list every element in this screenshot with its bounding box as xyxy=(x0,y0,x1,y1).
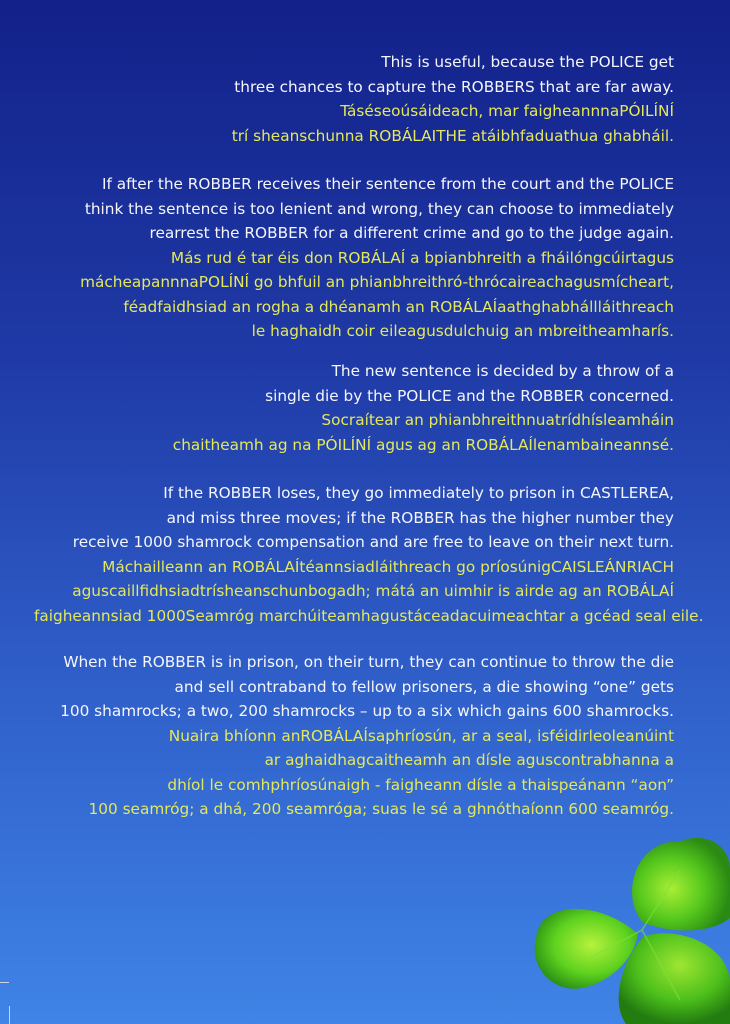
irish-line: dhíol le comhphríosúnaigh - faigheann dísle a thaispeánann “aon” xyxy=(167,775,674,794)
english-line: and sell contraband to fellow prisoners, a die showing “one” gets xyxy=(174,677,674,696)
irish-line: chaitheamh ag na PÓILÍNÍ agus ag an ROBÁLAÍlenambaineannsé. xyxy=(172,435,674,454)
irish-line: trí sheanschunna ROBÁLAITHE atáibhfaduathua ghabháil. xyxy=(231,126,674,145)
irish-line: Más rud é tar éis don ROBÁLAÍ a bpianbhreith a fháilóngcúirtagus xyxy=(170,248,674,267)
irish-line: 100 seamróg; a dhá, 200 seamróga; suas le sé a ghnóthaíonn 600 seamróg. xyxy=(88,800,674,818)
irish-line: faigheannsiad 1000Seamróg marchúiteamhagustáceadacuimeachtar a gcéad seal eile. xyxy=(34,606,704,625)
english-line: three chances to capture the ROBBERS that are far away. xyxy=(234,77,674,96)
english-line: and miss three moves; if the ROBBER has the higher number they xyxy=(166,508,674,527)
crop-mark xyxy=(0,982,9,983)
irish-line: aguscaillfidhsiadtrísheanschunbogadh; mátá an uimhir is airde ag an ROBÁLAÍ xyxy=(72,582,674,600)
english-line: rearrest the ROBBER for a different crime and go to the judge again. xyxy=(149,224,674,242)
crop-mark xyxy=(9,1006,10,1024)
english-line: The new sentence is decided by a throw of a xyxy=(331,362,674,380)
english-line: receive 1000 shamrock compensation and are free to leave on their next turn. xyxy=(72,533,674,551)
english-line: This is useful, because the POLICE get xyxy=(381,53,674,71)
english-line: 100 shamrocks; a two, 200 shamrocks – up to a six which gains 600 shamrocks. xyxy=(60,702,674,720)
paragraph-police-chances xyxy=(34,50,674,148)
english-line: If after the ROBBER receives their sentence from the court and the POLICE xyxy=(102,175,674,193)
paragraph-robber-loses xyxy=(34,481,704,628)
paragraph-rearrest xyxy=(34,172,674,344)
irish-line: féadfaidhsiad an rogha a dhéanamh an ROBÁLAÍaathghabhállláithreach xyxy=(123,297,674,316)
english-line: single die by the POLICE and the ROBBER concerned. xyxy=(265,386,674,405)
english-line: think the sentence is too lenient and wrong, they can choose to immediately xyxy=(84,199,674,218)
irish-line: Táséseoúsáideach, mar faigheannnaPÓILÍNÍ xyxy=(340,102,674,120)
irish-line: Socraítear an phianbhreithnuatrídhísleamháin xyxy=(321,411,674,429)
irish-line: Nuaira bhíonn anROBÁLAÍsaphríosún, ar a seal, isféidirleoleanúint xyxy=(168,726,674,745)
english-line: If the ROBBER loses, they go immediately to prison in CASTLEREA, xyxy=(163,484,674,502)
irish-line: mácheapannnaPOLÍNÍ go bhfuil an phianbhreithró-thrócaireachagusmícheart, xyxy=(80,273,674,291)
shamrock-icon xyxy=(530,830,730,1024)
irish-line: Máchailleann an ROBÁLAÍtéannsiadláithreach go príosúnigCAISLEÁNRIACH xyxy=(102,557,674,576)
paragraph-in-prison xyxy=(34,650,674,822)
irish-line: ar aghaidhagcaitheamh an dísle aguscontrabhanna a xyxy=(264,751,674,769)
irish-line: le haghaidh coir eileagusdulchuig an mbreitheamharís. xyxy=(251,322,674,340)
paragraph-new-sentence xyxy=(34,359,674,457)
english-line: When the ROBBER is in prison, on their turn, they can continue to throw the die xyxy=(63,653,674,671)
